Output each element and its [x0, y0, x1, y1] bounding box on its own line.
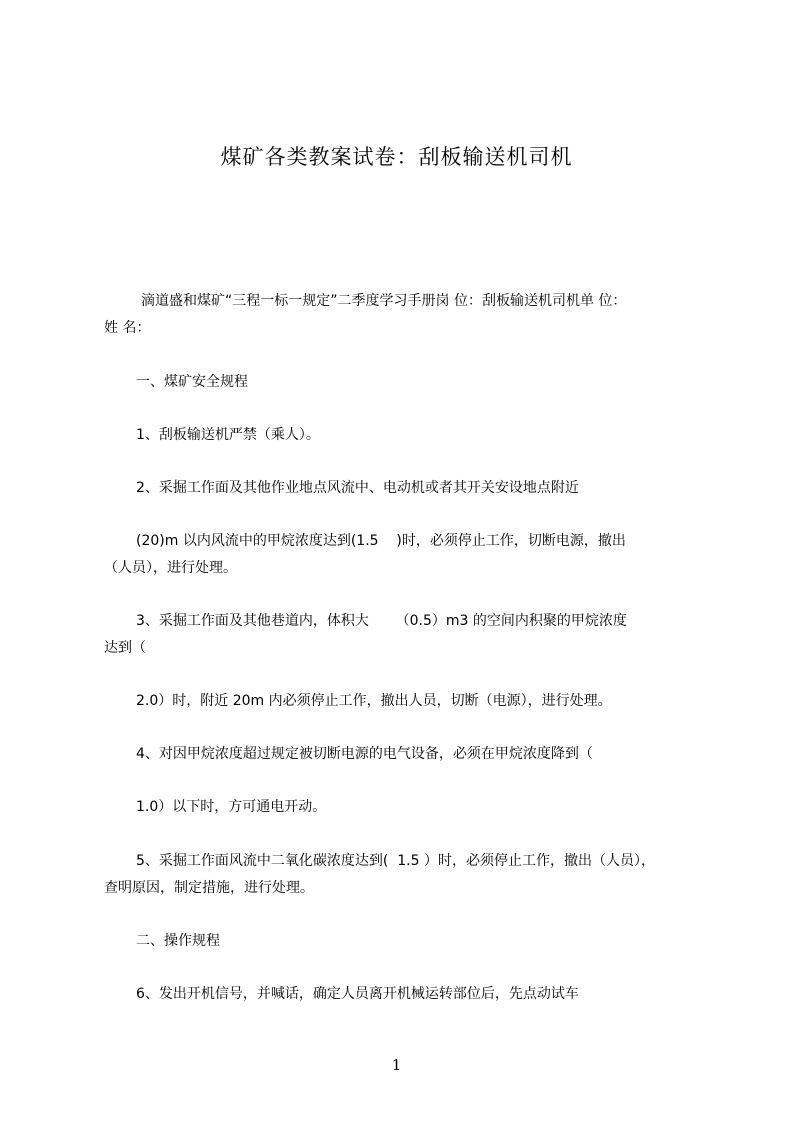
section-1-heading: 一、煤矿安全规程 [136, 374, 248, 390]
question-4-line-1: 4、对因甲烷浓度超过规定被切断电源的电气设备，必须在甲烷浓度降到（ [136, 746, 593, 762]
question-6-line-1: 6、发出开机信号，并喊话，确定人员离开机械运转部位后，先点动试车 [136, 986, 579, 1002]
question-2-line-1: 2、采掘工作面及其他作业地点风流中、电动机或者其开关安设地点附近 [136, 480, 579, 496]
question-1: 1、刮板输送机严禁（乘人）。 [136, 427, 320, 443]
question-5-line-2: 查明原因，制定措施，进行处理。 [104, 880, 314, 896]
intro-line-2: 姓 名： [104, 320, 151, 336]
question-5-line-1: 5、采掘工作面风流中二氧化碳浓度达到( 1.5 ）时，必须停止工作，撤出（人员）， [136, 853, 655, 869]
question-3-line-3: 2.0）时，附近 20m 内必须停止工作，撤出人员，切断（电源），进行处理。 [136, 693, 612, 709]
question-2-line-2: (20)m 以内风流中的甲烷浓度达到(1.5 )时，必须停止工作，切断电源，撤出 [136, 533, 626, 549]
question-4-line-2: 1.0）以下时，方可通电开动。 [136, 799, 327, 815]
question-3-line-1: 3、采掘工作面及其他巷道内，体积大 （0.5）m3 的空间内积聚的甲烷浓度 [136, 613, 627, 629]
section-2-heading: 二、操作规程 [136, 933, 220, 949]
question-2-line-3: （人员），进行处理。 [104, 560, 237, 576]
document-title: 煤矿各类教案试卷：刮板输送机司机 [220, 145, 573, 169]
intro-line-1: 滴道盛和煤矿“三程一标一规定”二季度学习手册岗 位：刮板输送机司机单 位： [141, 293, 627, 309]
page-number: 1 [391, 1056, 402, 1074]
question-3-line-2: 达到（ [104, 640, 146, 656]
